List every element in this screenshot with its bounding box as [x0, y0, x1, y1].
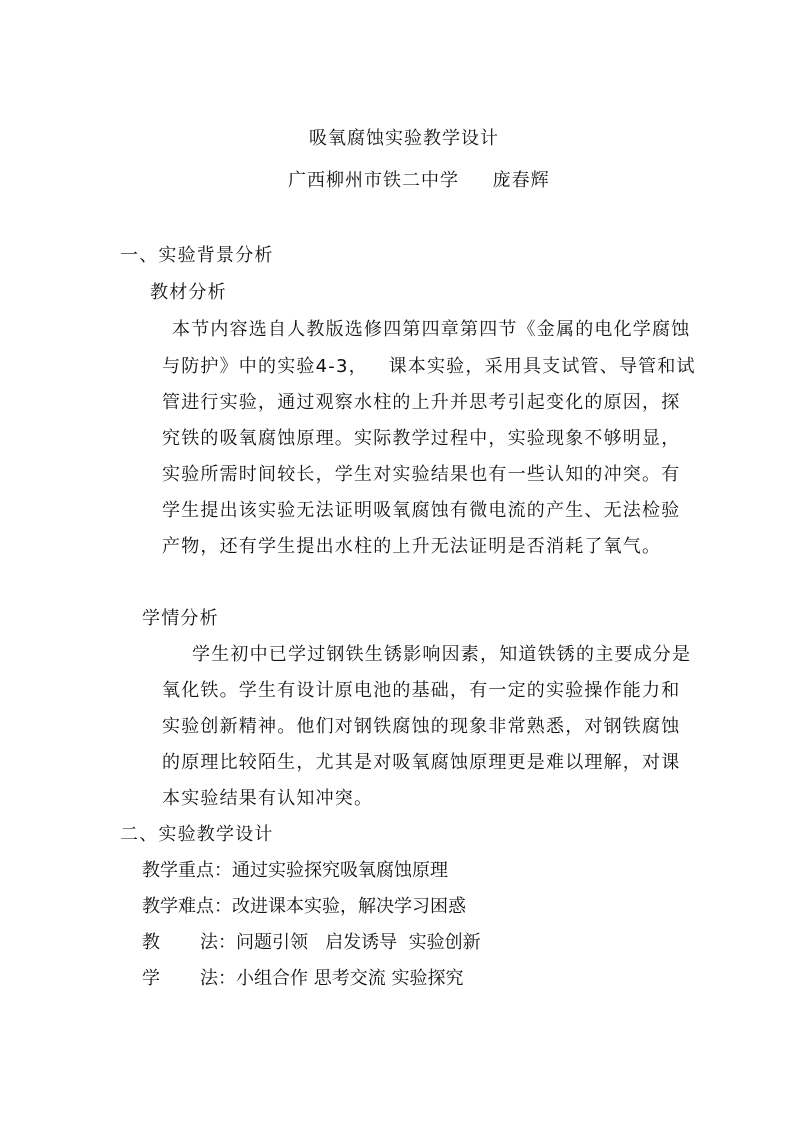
- paragraph-line: 本节内容选自人教版选修四第四章第四节《金属的电化学腐蚀: [172, 319, 691, 340]
- item-label-a: 学: [142, 968, 160, 989]
- learning-method-item: [142, 968, 463, 990]
- paragraph-line: 与防护》中的实验4-3， 课本实验，采用具支试管、导管和试: [162, 356, 696, 377]
- paragraph-line: 学生初中已学过钢铁生锈影响因素，知道铁锈的主要成分是: [192, 644, 692, 665]
- item-value: 问题引领 启发诱导 实验创新: [236, 932, 481, 953]
- item-label: 教学难点：: [142, 896, 232, 917]
- key-point-item: [142, 860, 448, 882]
- paragraph-line: 的原理比较陌生，尤其是对吸氧腐蚀原理更是难以理解，对课: [162, 752, 681, 773]
- difficulty-item: [142, 896, 466, 918]
- paragraph-line: 学生提出该实验无法证明吸氧腐蚀有微电流的产生、无法检验: [162, 500, 681, 521]
- paragraph-line: 究铁的吸氧腐蚀原理。实际教学过程中，实验现象不够明显，: [162, 428, 681, 449]
- item-value: 通过实验探究吸氧腐蚀原理: [232, 860, 448, 881]
- paragraph-line: 实验所需时间较长，学生对实验结果也有一些认知的冲突。有: [162, 464, 681, 485]
- paragraph-line: 产物，还有学生提出水柱的上升无法证明是否消耗了氧气。: [162, 536, 662, 557]
- subsection-heading-students: 学情分析: [142, 608, 219, 629]
- author-line: 广西柳州市铁二中学 庞春辉: [288, 170, 550, 191]
- item-label-b: 法：: [200, 932, 236, 953]
- paragraph-line: 氧化铁。学生有设计原电池的基础，有一定的实验操作能力和: [162, 680, 681, 701]
- item-value: 改进课本实验，解决学习困惑: [232, 896, 466, 917]
- paragraph-line: 实验创新精神。他们对钢铁腐蚀的现象非常熟悉，对钢铁腐蚀: [162, 716, 681, 737]
- section-heading-1: 一、实验背景分析: [120, 245, 274, 266]
- item-value: 小组合作 思考交流 实验探究: [236, 968, 464, 989]
- teaching-method-item: [142, 932, 481, 954]
- item-label-b: 法：: [200, 968, 236, 989]
- paragraph-line: 本实验结果有认知冲突。: [162, 788, 374, 809]
- subsection-heading-textbook: 教材分析: [150, 282, 227, 303]
- item-label-a: 教: [142, 932, 160, 953]
- item-label: 教学重点：: [142, 860, 232, 881]
- paragraph-line: 管进行实验，通过观察水柱的上升并思考引起变化的原因，探: [162, 392, 681, 413]
- document-title: 吸氧腐蚀实验教学设计: [309, 128, 499, 149]
- section-heading-2: 二、实验教学设计: [120, 824, 274, 845]
